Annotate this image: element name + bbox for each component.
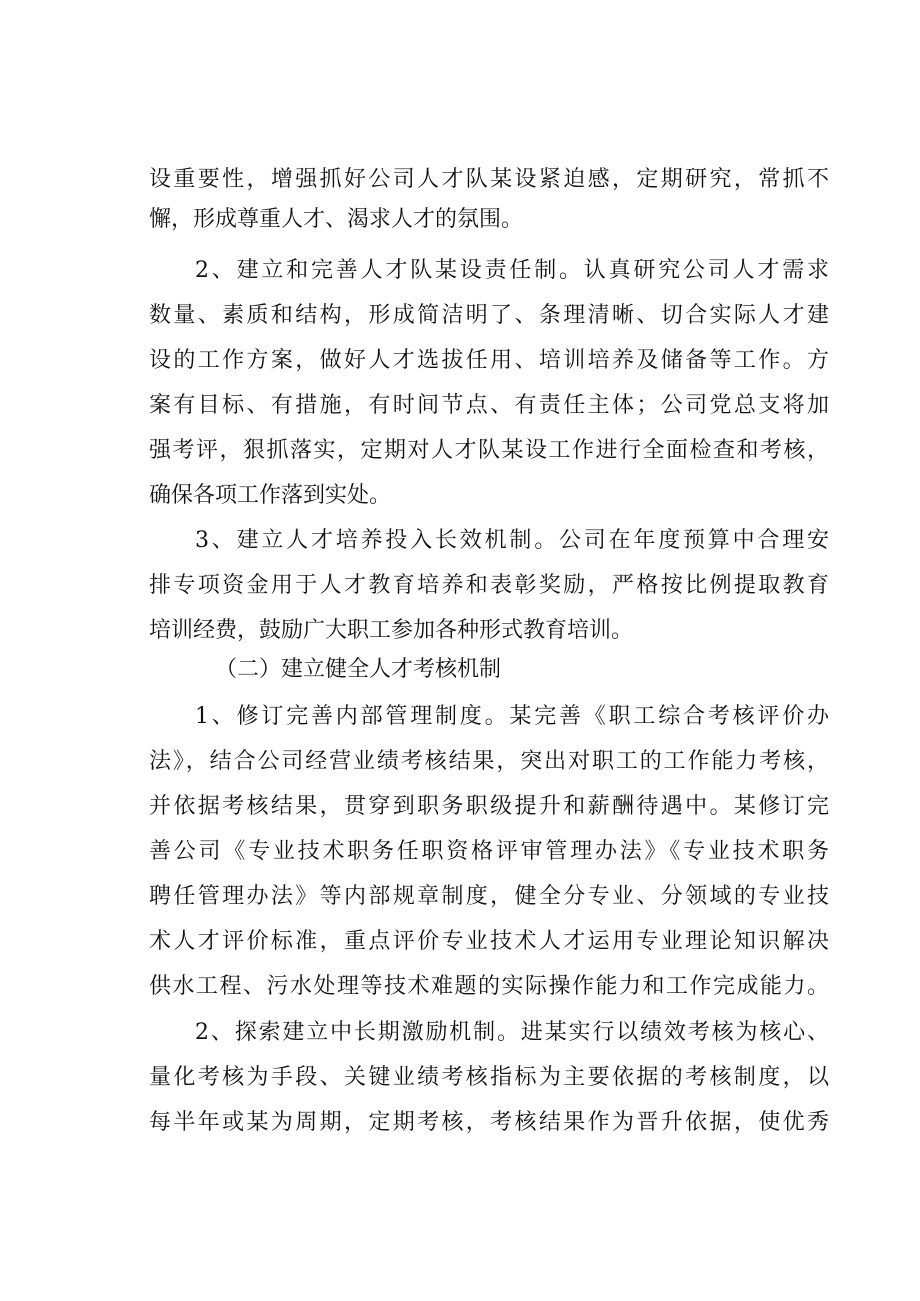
section-heading: （二）建立健全人才考核机制	[215, 657, 502, 682]
text-line: 供水工程、污水处理等技术难题的实际操作能力和工作完成能力。	[149, 974, 829, 999]
paragraph-first-line: 1、修订完善内部管理制度。某完善《职工综合考核评价办	[195, 704, 829, 729]
paragraph-first-line: 3、建立人才培养投入长效机制。公司在年度预算中合理安	[195, 528, 829, 553]
text-line: 培训经费，鼓励广大职工参加各种形式教育培训。	[149, 618, 634, 643]
text-line: 法》，结合公司经营业绩考核结果，突出对职工的工作能力考核，	[149, 749, 829, 774]
text-line: 数量、素质和结构，形成简洁明了、条理清晰、切合实际人才建	[149, 303, 829, 328]
text-line: 设的工作方案，做好人才选拔任用、培训培养及储备等工作。方	[149, 348, 829, 373]
text-line: 量化考核为手段、关键业绩考核指标为主要依据的考核制度，以	[149, 1065, 829, 1090]
text-line: 懈，形成尊重人才、渴求人才的氛围。	[149, 207, 524, 232]
text-line: 每半年或某为周期，定期考核，考核结果作为晋升依据，使优秀	[149, 1110, 829, 1135]
text-line: 善公司《专业技术职务任职资格评审管理办法》《专业技术职务	[149, 839, 829, 864]
text-line: 强考评，狠抓落实，定期对人才队某设工作进行全面检查和考核，	[149, 438, 829, 463]
text-line: 排专项资金用于人才教育培养和表彰奖励，严格按比例提取教育	[149, 573, 829, 598]
text-line: 确保各项工作落到实处。	[149, 483, 392, 508]
paragraph-first-line: 2、建立和完善人才队某设责任制。认真研究公司人才需求	[195, 258, 829, 283]
text-line: 案有目标、有措施，有时间节点、有责任主体；公司党总支将加	[149, 393, 829, 418]
text-line: 设重要性，增强抓好公司人才队某设紧迫感，定期研究，常抓不	[149, 167, 829, 192]
text-line: 术人才评价标准，重点评价专业技术人才运用专业理论知识解决	[149, 929, 829, 954]
paragraph-first-line: 2、探索建立中长期激励机制。进某实行以绩效考核为核心、	[195, 1020, 829, 1045]
text-line: 聘任管理办法》等内部规章制度，健全分专业、分领域的专业技	[149, 884, 829, 909]
text-line: 并依据考核结果，贯穿到职务职级提升和薪酬待遇中。某修订完	[149, 794, 829, 819]
